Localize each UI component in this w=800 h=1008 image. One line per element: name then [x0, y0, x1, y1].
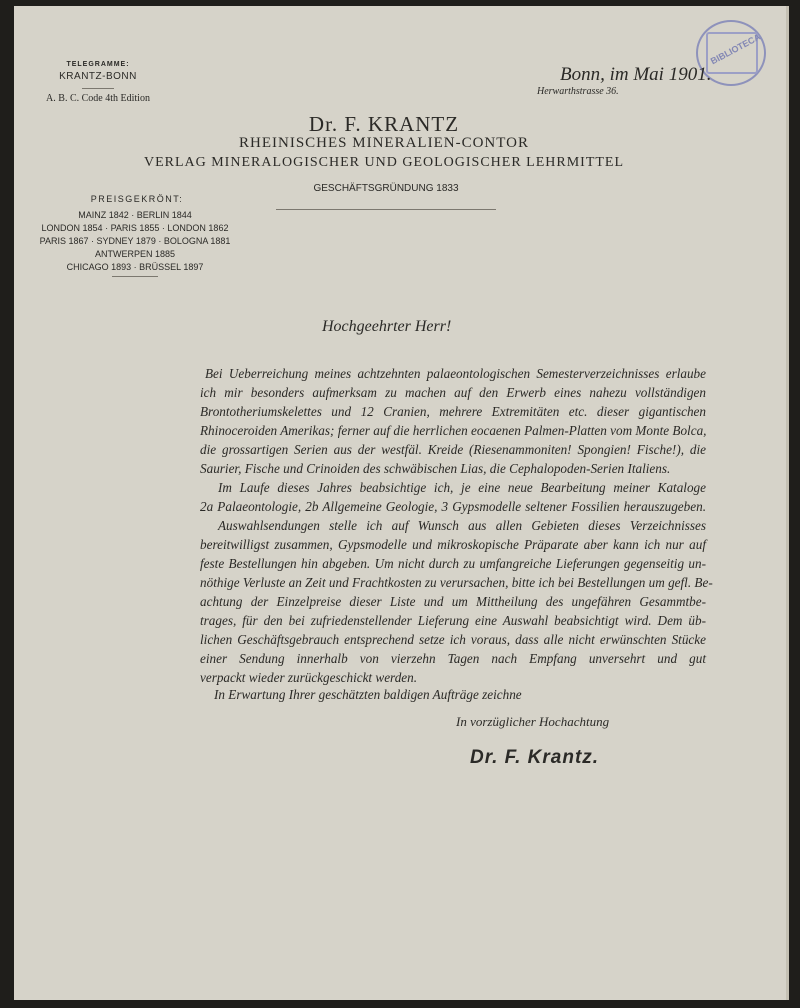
body-line: einer Sendung innerhalb von vierzehn Tagen nach Empfang unversehrt und gut: [200, 651, 706, 666]
company-line1: RHEINISCHES MINERALIEN-CONTOR: [239, 135, 529, 151]
signature: Dr. F. Krantz.: [470, 747, 600, 768]
award-line: ANTWERPEN 1885: [94, 249, 176, 259]
body-line: lichen Geschäftsgebrauch entsprechend setze ich voraus, dass alle nicht erwünschten Stücke: [200, 632, 706, 647]
company-name: Dr. F. KRANTZ: [308, 112, 460, 136]
place-date: Bonn, im Mai 1901.: [560, 64, 712, 85]
award-line: MAINZ 1842 · BERLIN 1844: [78, 210, 192, 220]
body-line: bereitwilligst zusammen, Gypsmodelle und mikroskopische Präparate aber kann ich nur auf: [200, 537, 706, 552]
body-line: nöthige Verluste an Zeit und Frachtkosten zu verursachen, bitte ich bei Bestellungen um gefl. Be-: [200, 575, 713, 590]
body-line: ich mir besonders aufmerksam zu machen auf den Erwerb eines nahezu vollständigen: [200, 385, 706, 400]
body-line: Rhinoceroiden Amerikas; ferner auf die herrlichen eocaenen Palmen-Platten vom Monte Bolca,: [200, 423, 707, 438]
closing-line: In Erwartung Ihrer geschätzten baldigen Aufträge zeichne: [214, 687, 522, 702]
company-line2: VERLAG MINERALOGISCHER UND GEOLOGISCHER LEHRMITTEL: [143, 155, 625, 170]
body-line: Auswahlsendungen stelle ich auf Wunsch aus allen Gebieten dieses Verzeichnisses: [218, 518, 706, 533]
award-line: LONDON 1854 · PARIS 1855 · LONDON 1862: [41, 223, 229, 233]
body-line: Saurier, Fische und Crinoiden des schwäbischen Lias, die Cephalopoden-Serien Italiens.: [200, 461, 671, 476]
salutation: Hochgeehrter Herr!: [322, 318, 452, 335]
body-line: 2a Palaeontologie, 2b Allgemeine Geologie, 3 Gypsmodelle seltener Fossilien herauszugeben.: [200, 499, 706, 514]
telegram-address: KRANTZ-BONN: [59, 71, 137, 82]
body-line: Im Laufe dieses Jahres beabsichtige ich, je eine neue Bearbeitung meiner Kataloge: [218, 480, 706, 495]
body-line: achtung der Einzelpreise dieser Liste und um Mittheilung des ungefähren Gesammtbe-: [200, 594, 706, 609]
body-line: Bei Ueberreichung meines achtzehnten palaeontologischen Semesterverzeichnisses erlaube: [205, 366, 706, 381]
regards: In vorzüglicher Hochachtung: [456, 714, 610, 729]
body-line: verpackt wieder zurückgeschickt werden.: [200, 670, 418, 685]
award-line: CHICAGO 1893 · BRÜSSEL 1897: [66, 262, 204, 272]
body-line: die grossartigen Serien aus der westfäl. Kreide (Riesenammoniten! Spongien! Fische!), die: [200, 442, 706, 457]
award-line: PARIS 1867 · SYDNEY 1879 · BOLOGNA 1881: [39, 236, 231, 246]
body-line: Brontotheriumskelettes und 12 Cranien, mehrere Extremitäten etc. dieser gigantischen: [200, 404, 706, 419]
stamp-text: BIBLIOTECA: [708, 31, 763, 67]
code-edition: A. B. C. Code 4th Edition: [46, 93, 150, 104]
telegram-label: TELEGRAMME:: [66, 61, 130, 68]
founding-year: GESCHÄFTSGRÜNDUNG 1833: [313, 183, 459, 194]
body-line: feste Bestellungen hin abgeben. Um nicht durch zu umfangreiche Lieferungen gegenseitig un-: [200, 556, 706, 571]
street-address: Herwarthstrasse 36.: [537, 86, 619, 97]
body-line: trages, für den bei zufriedenstellender Lieferung eine Auswahl beabsichtigt wird. Dem üb-: [200, 613, 706, 628]
awards-label: PREISGEKRÖNT:: [90, 194, 184, 204]
